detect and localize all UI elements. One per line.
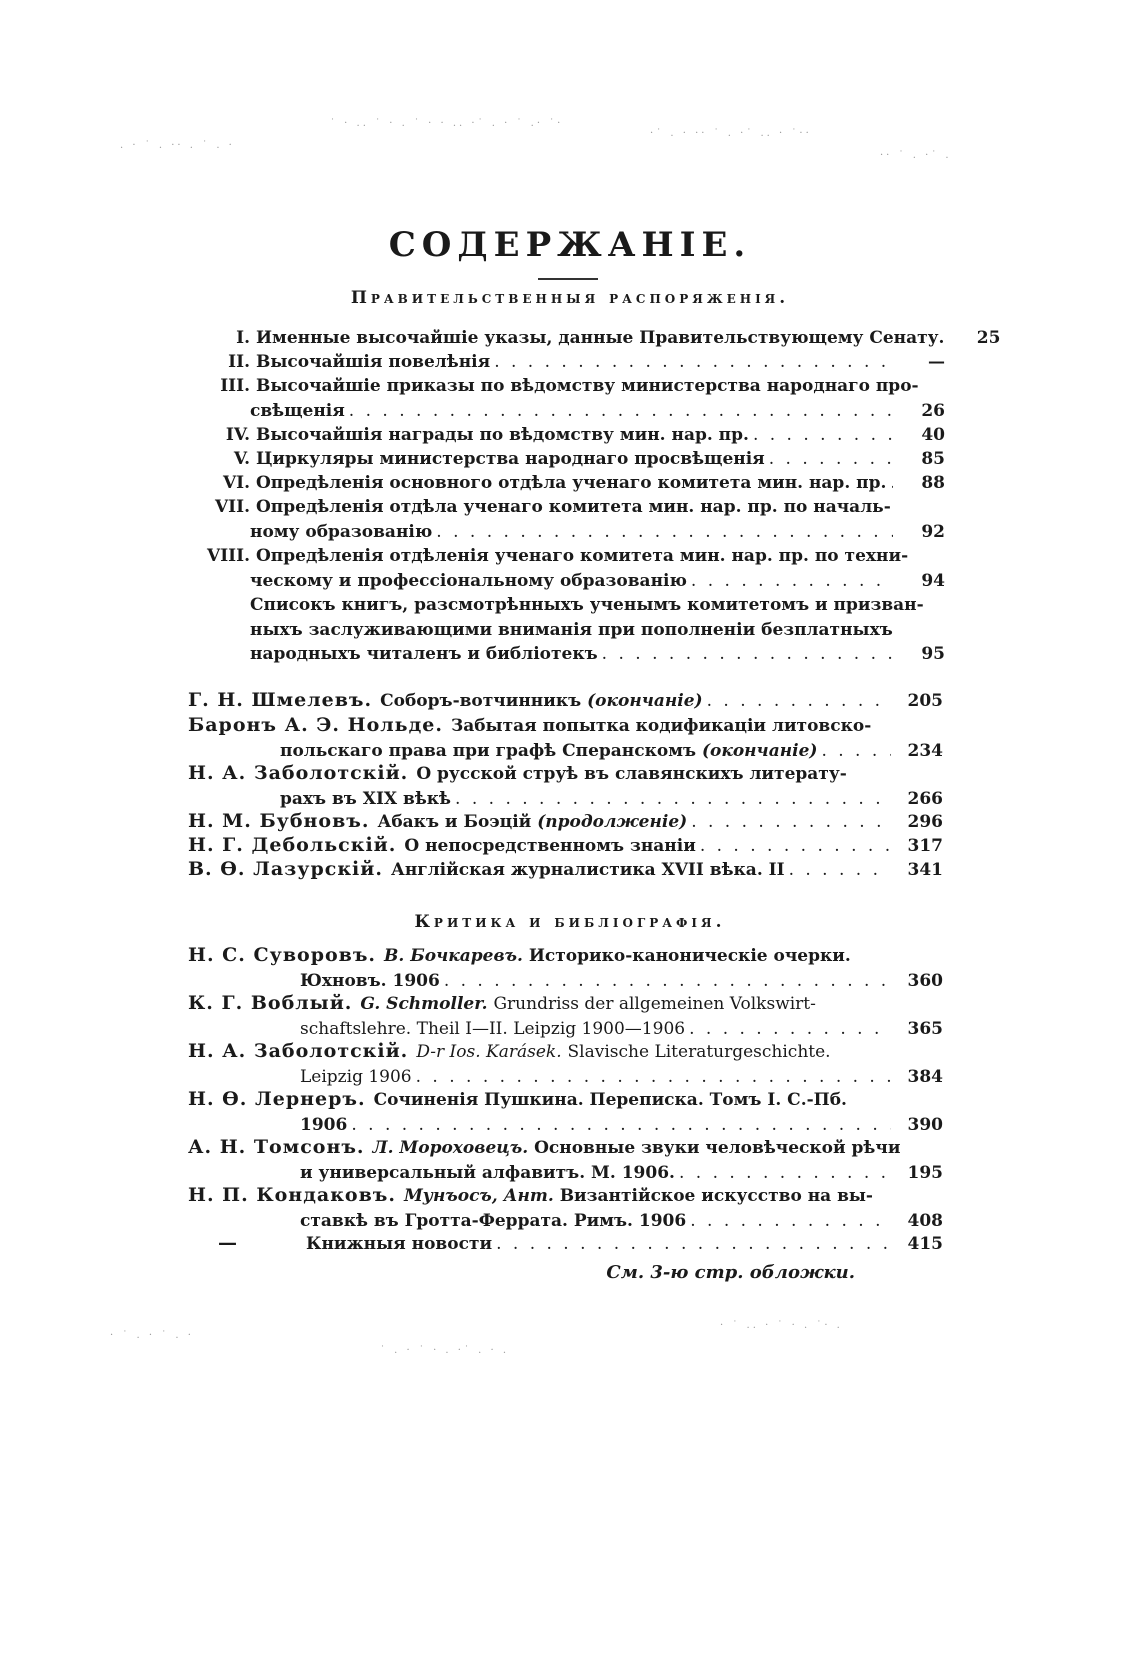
entry-page: 92 [921,521,945,542]
review-page: 390 [907,1114,943,1135]
review-title: Сочиненія Пушкина. Переписка. Томъ I. С.-Пб. [373,1090,847,1110]
review-page: 360 [907,970,943,991]
article-title: О непосредственномъ знаніи [404,836,696,856]
entry-page: 95 [921,644,945,664]
entry-title: Опредѣленія основного отдѣла ученаго комитета мин. нар. пр. [256,473,887,493]
section-heading-critique: Критика и библіографія. [414,912,726,932]
article-author: Н. М. Бубновъ. [188,810,370,832]
review-author: Н. С. Суворовъ. [188,944,377,966]
print-speckle: ˙ · .. ˙ · . ˙ · · .. ·˙ . · ˙ .· ˙· [330,118,564,129]
leader-dots [691,810,891,835]
review-page: 365 [907,1018,943,1039]
article-author: Г. Н. Шмелевъ. [188,689,373,711]
review-entry [188,1039,943,1089]
entry-title: Высочайшія повелѣнія [256,352,491,372]
review-title-cont: Leipzig 1906 [300,1066,412,1087]
review-author: К. Г. Воблый. [188,992,353,1014]
leader-dots [753,423,893,448]
reviewed-author: Мунъосъ, Ант. [403,1186,554,1206]
review-author: Н. П. Кондаковъ. [188,1184,396,1206]
review-title: Grundriss der allgemeinen Volkswirt- [493,994,816,1014]
toc-entry [190,423,945,448]
print-speckle: ˙ . · ˙ · . ·˙ . · . [380,1345,510,1356]
toc-entry [190,326,1001,351]
entry-number: V. [233,449,250,469]
review-entry [188,1087,943,1137]
article-title-cont: рахъ въ XIX вѣкѣ [280,788,452,809]
article-note: (окончаніе) [587,691,703,711]
leader-dots [690,1209,891,1234]
review-author: А. Н. Томсонъ. [188,1136,365,1158]
toc-entry [190,447,945,472]
review-entry [188,1183,943,1233]
section-heading-official: Правительственныя распоряженія. [350,288,790,308]
entry-page: 85 [921,449,945,469]
review-page: 415 [907,1234,943,1254]
review-page: 195 [907,1162,943,1183]
article-page: 205 [907,691,943,711]
entry-title: Опредѣленія отдѣленія ученаго комитета мин. нар. пр. по техни- [256,546,909,566]
article-entry [188,713,943,763]
review-author: — [218,1232,238,1254]
entry-title: Списокъ книгъ, разсмотрѣнныхъ ученымъ комитетомъ и призван- [250,595,924,615]
entry-page: 26 [921,400,945,421]
article-entry [188,809,943,835]
entry-title-cont: свѣщенія [250,400,345,421]
article-page: 296 [907,812,943,832]
article-title: Забытая попытка кодификаціи литовско- [450,716,872,736]
review-title: Историко-каноническіе очерки. [528,946,851,966]
review-title: Slavische Literaturgeschichte. [567,1042,831,1062]
article-note: (продолженіе) [537,812,688,832]
reviewed-author: G. Schmoller. [360,994,488,1014]
reviewed-author: В. Бочкаревъ. [384,946,523,966]
article-author: Баронъ А. Э. Нольде. [188,714,443,736]
reviewed-author: D-r Ios. Karásek. [416,1042,562,1062]
entry-page: 88 [921,473,945,493]
review-title-cont: и универсальный алфавитъ. М. 1906. [300,1162,675,1183]
article-entry [188,857,943,883]
page-title: СОДЕРЖАНІЕ. [388,225,752,265]
entry-number: III. [220,376,250,396]
leader-dots [416,1065,891,1090]
article-title-cont: польскаго права при графѣ Сперанскомъ [280,740,697,761]
entry-title: Циркуляры министерства народнаго просвѣщенія [256,449,765,469]
entry-title-cont: ческому и профессіональному образованію [250,570,687,591]
article-entry [188,688,943,714]
article-title: Соборъ-вотчинникъ [380,691,582,711]
review-title-cont: schaftslehre. Theil I—II. Leipzig 1900—1906 [300,1018,686,1039]
toc-entry [190,374,945,423]
review-entry [188,1135,943,1185]
article-entry [188,833,943,859]
leader-dots [496,1232,891,1257]
article-page: 341 [907,860,943,880]
review-entry [188,1231,943,1257]
cover-reference-note: См. 3-ю стр. обложки. [606,1262,855,1283]
review-title: Византійское искусство на вы- [559,1186,873,1206]
print-speckle: ·· ˙ . ·˙ . [880,150,952,161]
entry-title-cont: народныхъ читаленъ и библіотекъ [250,644,598,664]
review-page: 384 [907,1066,943,1087]
article-author: Н. Г. Дебольскій. [188,834,397,856]
leader-dots [436,520,893,545]
review-author: Н. А. Заболотскій. [188,1040,409,1062]
leader-dots [707,689,891,714]
entry-page: 25 [976,328,1001,348]
reviewed-author: Л. Мороховецъ. [372,1138,529,1158]
leader-dots [679,1161,891,1186]
review-entry [188,991,943,1041]
review-title-cont: ставкѣ въ Гротта-Феррата. Римъ. 1906 [300,1210,687,1231]
entry-page: 40 [921,425,945,445]
entry-number: I. [236,328,250,348]
article-title: О русской струѣ въ славянскихъ литерату- [416,764,847,784]
article-note: (окончаніе) [701,740,818,761]
leader-dots [789,858,891,883]
print-speckle: . · ˙ . ·· . ˙ . · [120,140,235,151]
entry-title: Высочайшія награды по вѣдомству мин. нар. пр. [256,425,749,445]
toc-entry [190,471,945,496]
entry-number: VIII. [207,546,250,566]
entry-number: VII. [214,497,250,517]
review-title-cont: Юхновъ. 1906 [300,970,440,991]
article-title: Англійская журналистика XVII вѣка. II [390,860,785,880]
entry-page: 94 [921,570,945,591]
toc-entry [190,544,945,593]
article-page: 317 [907,836,943,856]
leader-dots [769,447,893,472]
review-page: 408 [907,1210,943,1231]
review-title-cont: 1906 [300,1114,348,1135]
leader-dots [351,1113,891,1138]
toc-entry [190,593,945,667]
print-speckle: · ˙ .. · ˙ · . ˙· . [720,1320,843,1331]
entry-title-cont: ныхъ заслуживающими вниманія при пополненіи безплатныхъ [250,619,893,640]
article-title: Абакъ и Боэцій [377,812,532,832]
leader-dots [455,787,891,812]
leader-dots [689,1017,891,1042]
review-entry [188,943,943,993]
article-page: 266 [907,788,943,809]
review-title: Книжныя новости [306,1234,493,1254]
entry-number: II. [228,352,250,372]
leader-dots [349,399,893,424]
print-speckle: ·˙ . · ·· ˙ . ·˙ .. · ˙·· [650,128,812,139]
entry-title: Именные высочайшіе указы, данные Правительствующему Сенату. [256,328,945,348]
entry-title: Высочайшіе приказы по вѣдомству министерства народнаго про- [256,376,919,396]
toc-entry [190,350,945,375]
leader-dots [494,350,893,375]
entry-page: — [928,352,945,372]
toc-entry [190,495,945,544]
leader-dots [691,569,893,594]
review-title: Основные звуки человѣческой рѣчи [534,1138,901,1158]
leader-dots [444,969,891,994]
title-rule [538,278,598,280]
article-author: В. Ѳ. Лазурскій. [188,858,383,880]
article-author: Н. А. Заболотскій. [188,762,409,784]
leader-dots [700,834,891,859]
leader-dots [890,471,893,496]
leader-dots [602,642,893,667]
review-author: Н. Ѳ. Лернеръ. [188,1088,366,1110]
entry-number: IV. [225,425,250,445]
entry-title-cont: ному образованію [250,521,433,542]
print-speckle: · ˙ . · ˙ . · [110,1330,194,1341]
article-entry [188,761,943,811]
article-page: 234 [907,740,943,761]
entry-title: Опредѣленія отдѣла ученаго комитета мин. нар. пр. по началь- [256,497,891,517]
entry-number: VI. [222,473,250,493]
leader-dots [821,739,891,764]
